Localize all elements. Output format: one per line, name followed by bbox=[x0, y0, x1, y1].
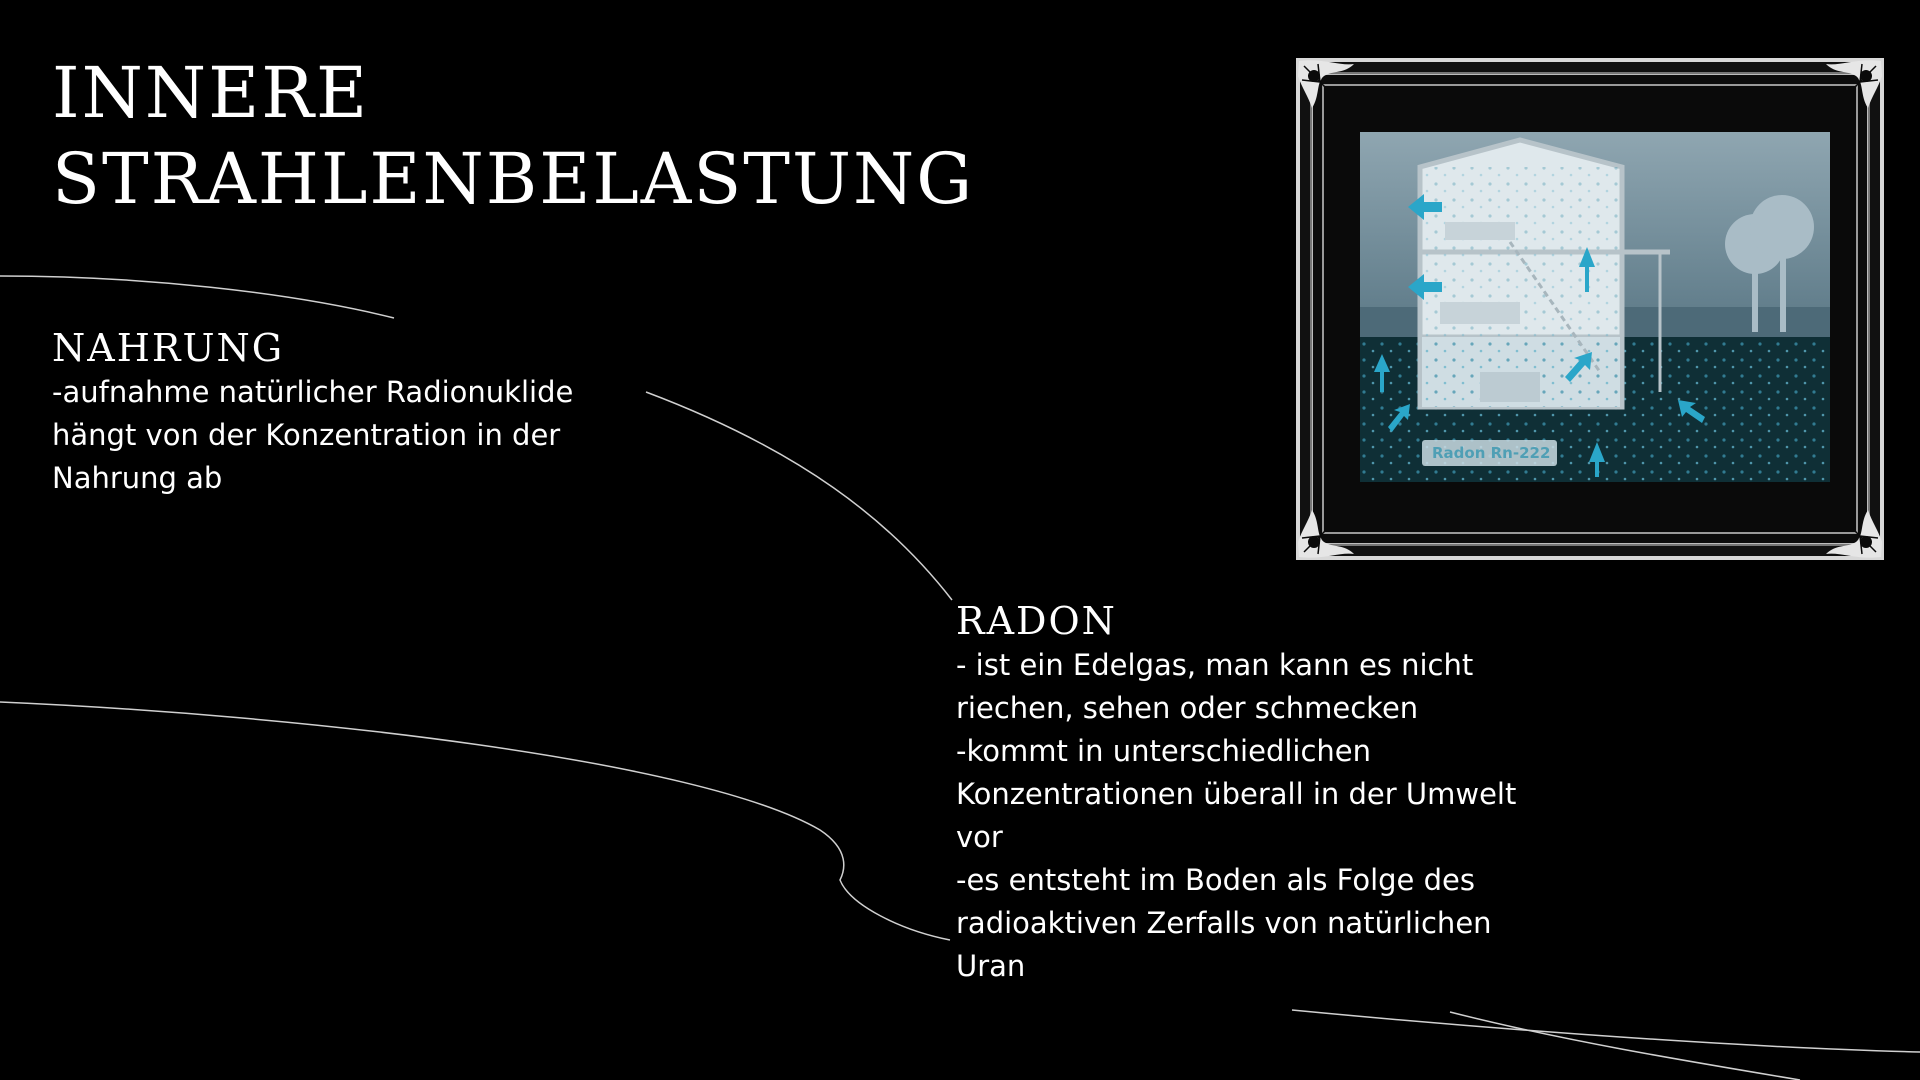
ornate-picture-frame bbox=[1296, 58, 1884, 560]
frame-ornament-icon bbox=[1294, 492, 1364, 562]
curve-to-radon bbox=[646, 392, 952, 600]
nahrung-heading: NAHRUNG bbox=[52, 326, 285, 370]
radon-house-illustration bbox=[1360, 132, 1830, 482]
nahrung-line: Nahrung ab bbox=[52, 461, 223, 495]
nahrung-line: -aufnahme natürlicher Radionuklide bbox=[52, 375, 574, 409]
radon-heading: RADON bbox=[956, 599, 1117, 643]
radon-line: riechen, sehen oder schmecken bbox=[956, 691, 1419, 725]
nahrung-line: hängt von der Konzentration in der bbox=[52, 418, 561, 452]
frame-ornament-icon bbox=[1816, 492, 1886, 562]
curve-bottom-right-1 bbox=[1292, 1010, 1920, 1052]
radon-line: radioaktiven Zerfalls von natürlichen bbox=[956, 906, 1492, 940]
radon-label: Radon Rn-222 bbox=[1432, 444, 1551, 462]
radon-line: -es entsteht im Boden als Folge des bbox=[956, 863, 1475, 897]
radon-line: vor bbox=[956, 820, 1003, 854]
radon-line: -kommt in unterschiedlichen bbox=[956, 734, 1372, 768]
frame-ornament-icon bbox=[1816, 56, 1886, 126]
curve-bottom-right-2 bbox=[1450, 1012, 1800, 1080]
nahrung-text bbox=[52, 371, 652, 500]
radon-line: Konzentrationen überall in der Umwelt bbox=[956, 777, 1517, 811]
frame-ornament-icon bbox=[1294, 56, 1364, 126]
radon-text bbox=[956, 644, 1556, 988]
title-line-1: INNERE bbox=[52, 52, 370, 134]
curve-under-title bbox=[0, 276, 394, 318]
slide-title bbox=[52, 50, 1032, 222]
title-line-2: STRAHLENBELASTUNG bbox=[52, 138, 975, 220]
nahrung-section bbox=[52, 325, 652, 500]
radon-line: Uran bbox=[956, 949, 1026, 983]
radon-section bbox=[956, 598, 1556, 988]
curve-bottom-left bbox=[0, 702, 950, 940]
radon-line: - ist ein Edelgas, man kann es nicht bbox=[956, 648, 1474, 682]
